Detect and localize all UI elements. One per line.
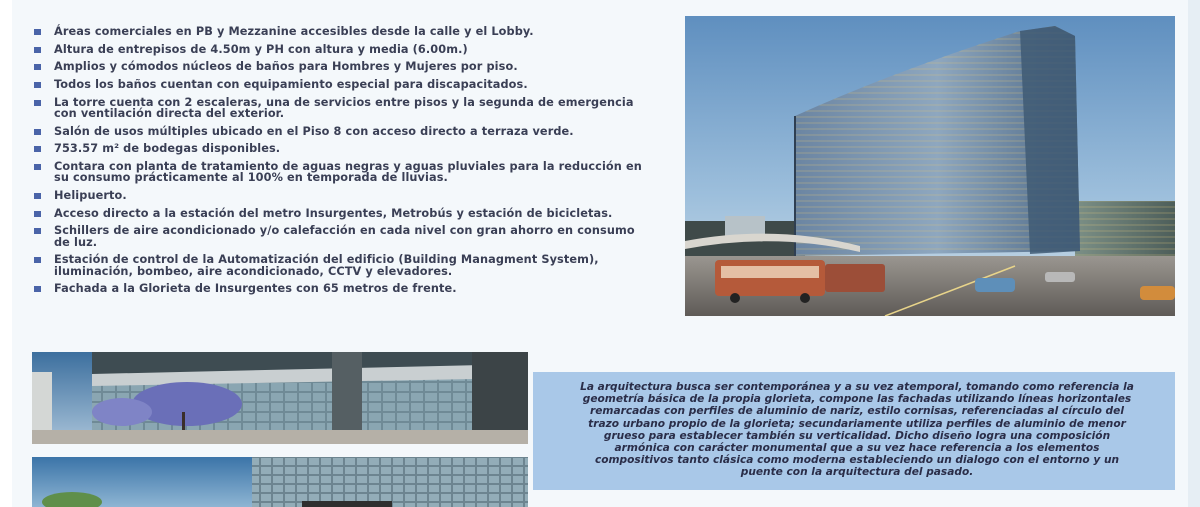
- feature-item: Helipuerto.: [32, 190, 652, 201]
- bullet-icon: [34, 129, 41, 135]
- bullet-icon: [34, 100, 41, 106]
- feature-item: Áreas comerciales en PB y Mezzanine accesibles desde la calle y el Lobby.: [32, 26, 652, 37]
- feature-item: Acceso directo a la estación del metro Insurgentes, Metrobús y estación de bicicletas.: [32, 208, 652, 219]
- bullet-icon: [34, 64, 41, 70]
- bullet-icon: [34, 286, 41, 292]
- facade-photo-2: [32, 457, 528, 507]
- feature-item: La torre cuenta con 2 escaleras, una de servicios entre pisos y la segunda de emergencia con ventilación directa del exterior.: [32, 97, 652, 119]
- feature-item: Amplios y cómodos núcleos de baños para Hombres y Mujeres por piso.: [32, 61, 652, 72]
- feature-item: Todos los baños cuentan con equipamiento especial para discapacitados.: [32, 79, 652, 90]
- feature-item: Salón de usos múltiples ubicado en el Piso 8 con acceso directo a terraza verde.: [32, 126, 652, 137]
- bullet-icon: [34, 193, 41, 199]
- tower-photo: [685, 16, 1175, 316]
- bullet-icon: [34, 29, 41, 35]
- page-edge: [1188, 0, 1200, 507]
- feature-item: Schillers de aire acondicionado y/o calefacción en cada nivel con gran ahorro en consumo de luz.: [32, 225, 652, 247]
- architecture-description: La arquitectura busca ser contemporánea y a su vez atemporal, tomando como referencia la geometría básica de la propia glorieta, compone las fachadas utilizando líneas horizontales remarcadas con perfiles de aluminio de nariz, estilo cornisas, referenciadas al círculo del trazo urbano propio de la glorieta; secundariamente utiliza perfiles de aluminio de menor grueso para establecer también su verticalidad. Dicho diseño logra una composición armónica con carácter monumental que a su vez hace referencia a los elementos compositivos tanto clásica como moderna estableciendo un dialogo con el entorno y un puente con la arquitectura del pasado.: [580, 381, 1134, 479]
- bullet-icon: [34, 47, 41, 53]
- feature-item: Estación de control de la Automatización del edificio (Building Managment System), iluminación, bombeo, aire acondicionado, CCTV y elevadores.: [32, 254, 652, 276]
- feature-list: [32, 26, 652, 301]
- bullet-icon: [34, 164, 41, 170]
- bullet-icon: [34, 257, 41, 263]
- feature-item: Altura de entrepisos de 4.50m y PH con altura y media (6.00m.): [32, 44, 652, 55]
- bullet-icon: [34, 211, 41, 217]
- bullet-icon: [34, 146, 41, 152]
- feature-item: 753.57 m² de bodegas disponibles.: [32, 143, 652, 154]
- feature-item: Fachada a la Glorieta de Insurgentes con 65 metros de frente.: [32, 283, 652, 294]
- feature-item: Contara con planta de tratamiento de aguas negras y aguas pluviales para la reducción en su consumo prácticamente al 100% en temporada de lluvias.: [32, 161, 652, 183]
- bullet-icon: [34, 82, 41, 88]
- bullet-icon: [34, 228, 41, 234]
- facade-photo-1: [32, 352, 528, 444]
